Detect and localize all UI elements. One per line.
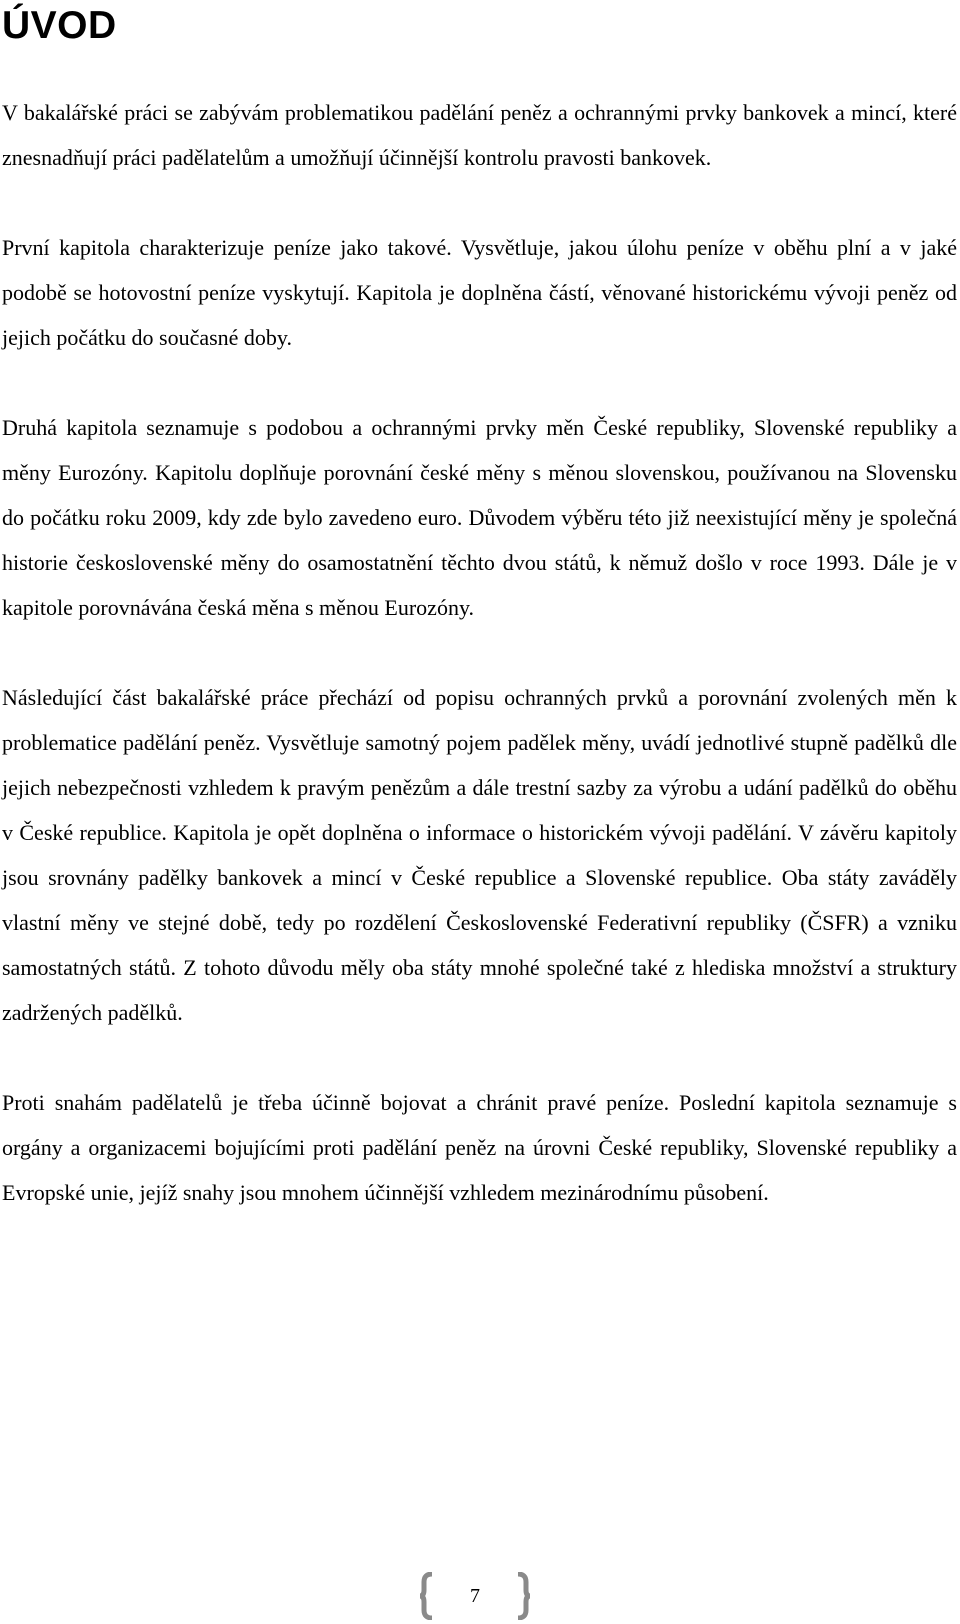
page-number: 7 [470, 1585, 480, 1607]
paragraph-intro: V bakalářské práci se zabývám problematikou padělání peněz a ochrannými prvky bankovek a mincí, které znesnadňují práci padělatelům a umožňují účinnější kontrolu pravosti bankovek. [2, 100, 957, 170]
page-title: ÚVOD [2, 4, 117, 47]
paragraph-chapter-one: První kapitola charakterizuje peníze jako takové. Vysvětluje, jakou úlohu peníze v oběhu plní a v jaké podobě se hotovostní peníze vyskytují. Kapitola je doplněna částí, věnované historickému vývoji peněz od jejich počátku do současné doby. [2, 235, 957, 350]
paragraph-chapter-four: Proti snahám padělatelů je třeba účinně bojovat a chránit pravé peníze. Poslední kapitola seznamuje s orgány a organizacemi bojujícími proti padělání peněz na úrovni České republiky, Slovenské republiky a Evropské unie, jejíž snahy jsou mnohem účinnější vzhledem mezinárodnímu působení. [2, 1090, 957, 1205]
paragraph-chapter-three: Následující část bakalářské práce přechází od popisu ochranných prvků a porovnání zvolených měn k problematice padělání peněz. Vysvětluje samotný pojem padělek měny, uvádí jednotlivé stupně padělků dle jejich nebezpečnosti vzhledem k pravým penězům a dále trestní sazby za výrobu a udání padělků do oběhu v České republice. Kapitola je opět doplněna o informace o historickém vývoji padělání. V závěru kapitoly jsou srovnány padělky bankovek a mincí v České republice a Slovenské republice. Oba státy zaváděly vlastní měny ve stejné době, tedy po rozdělení Československé Federativní republiky (ČSFR) a vzniku samostatných států. Z tohoto důvodu měly oba státy mnohé společné také z hlediska množství a struktury zadržených padělků. [2, 685, 957, 1025]
body-text [2, 90, 957, 1215]
page-footer [420, 1572, 530, 1620]
paragraph-chapter-two: Druhá kapitola seznamuje s podobou a ochrannými prvky měn České republiky, Slovenské republiky a měny Eurozóny. Kapitolu doplňuje porovnání české měny s měnou slovenskou, používanou na Slovensku do počátku roku 2009, kdy zde bylo zavedeno euro. Důvodem výběru této již neexistující měny je společná historie československé měny do osamostatnění těchto dvou států, k němuž došlo v roce 1993. Dále je v kapitole porovnávána česká měna s měnou Eurozóny. [2, 415, 957, 620]
